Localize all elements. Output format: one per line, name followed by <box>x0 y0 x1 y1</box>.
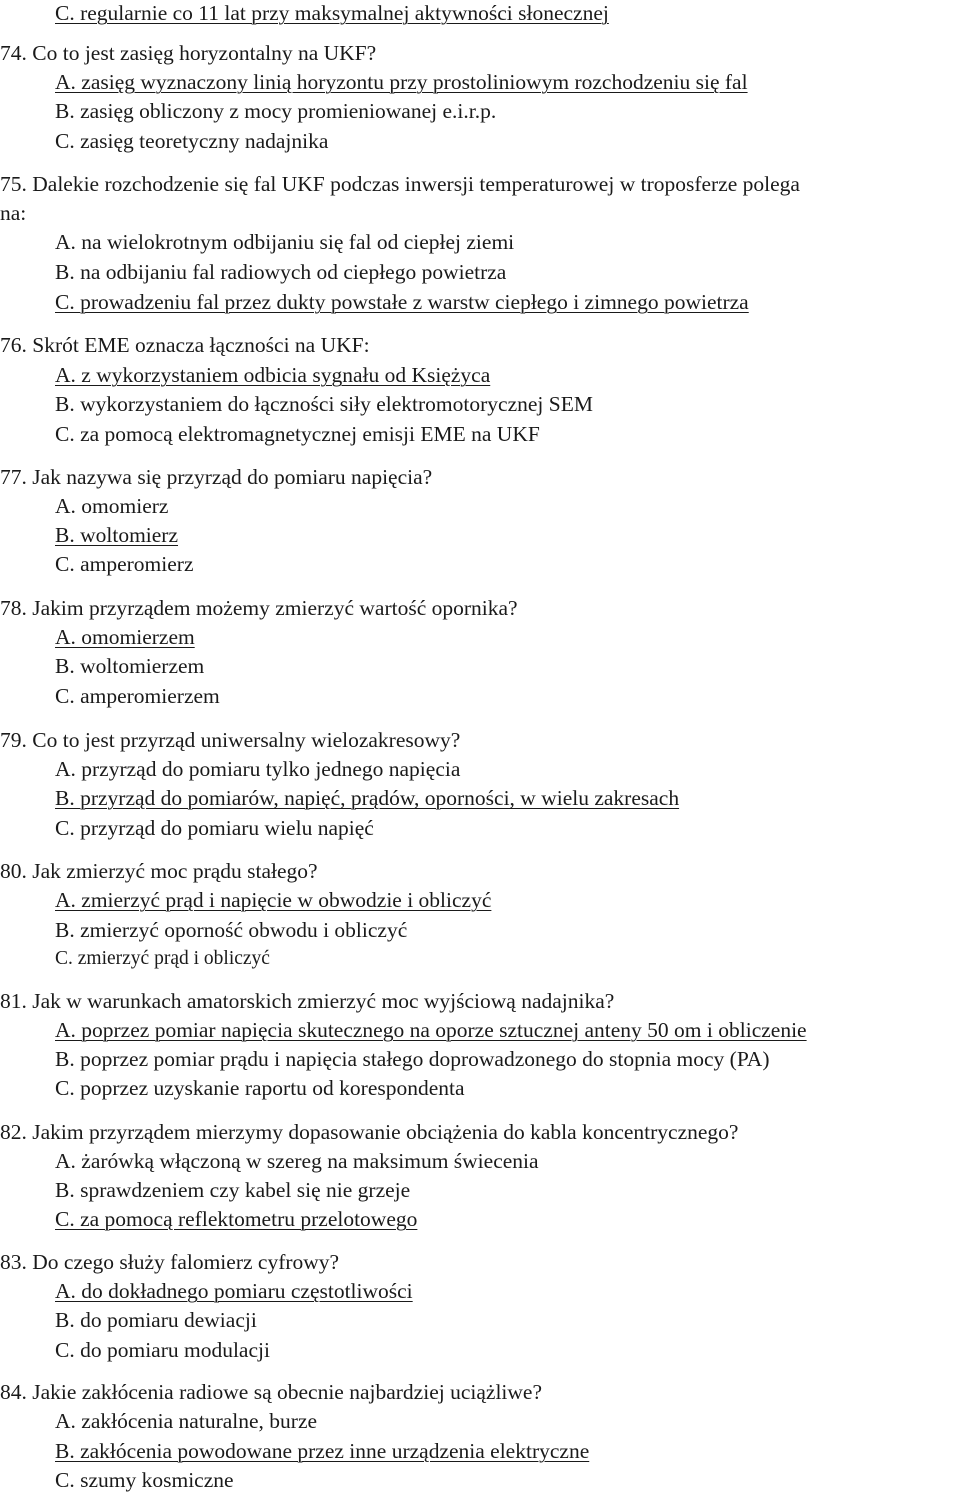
answer-option: C. amperomierz <box>55 552 194 576</box>
answer-option: C. przyrząd do pomiaru wielu napięć <box>55 816 374 840</box>
question-line: 76. Skrót EME oznacza łączności na UKF: <box>0 333 370 357</box>
answer-option-correct: C. za pomocą reflektometru przelotowego <box>55 1207 418 1231</box>
answer-option: A. żarówką włączoną w szereg na maksimum świecenia <box>55 1149 539 1173</box>
question-line: 83. Do czego służy falomierz cyfrowy? <box>0 1250 340 1274</box>
question-line: 78. Jakim przyrządem możemy zmierzyć wartość opornika? <box>0 596 518 620</box>
answer-option-correct: A. z wykorzystaniem odbicia sygnału od Księżyca <box>55 363 491 387</box>
answer-option-correct: A. do dokładnego pomiaru częstotliwości <box>55 1279 413 1303</box>
answer-option: A. przyrząd do pomiaru tylko jednego napięcia <box>55 757 461 781</box>
answer-option: C. do pomiaru modulacji <box>55 1338 270 1362</box>
question-line: 79. Co to jest przyrząd uniwersalny wielozakresowy? <box>0 728 461 752</box>
question-line: 75. Dalekie rozchodzenie się fal UKF podczas inwersji temperaturowej w troposferze polega <box>0 172 800 196</box>
answer-option: A. na wielokrotnym odbijaniu się fal od ciepłej ziemi <box>55 230 515 254</box>
answer-option: C. zmierzyć prąd i obliczyć <box>55 948 270 969</box>
answer-option: C. za pomocą elektromagnetycznej emisji EME na UKF <box>55 422 540 446</box>
answer-option-correct: A. zasięg wyznaczony linią horyzontu przy prostoliniowym rozchodzeniu się fal <box>55 70 748 94</box>
question-line: 81. Jak w warunkach amatorskich zmierzyć moc wyjściową nadajnika? <box>0 989 615 1013</box>
answer-option: C. poprzez uzyskanie raportu od korespondenta <box>55 1076 465 1100</box>
answer-option: B. woltomierzem <box>55 654 205 678</box>
question-line: na: <box>0 201 27 225</box>
answer-option: C. zasięg teoretyczny nadajnika <box>55 129 329 153</box>
answer-option-correct: B. woltomierz <box>55 523 179 547</box>
answer-option: B. sprawdzeniem czy kabel się nie grzeje <box>55 1178 411 1202</box>
answer-option: B. na odbijaniu fal radiowych od ciepłego powietrza <box>55 260 507 284</box>
answer-option: A. omomierz <box>55 494 169 518</box>
question-line: 82. Jakim przyrządem mierzymy dopasowanie obciążenia do kabla koncentrycznego? <box>0 1120 739 1144</box>
question-line: 84. Jakie zakłócenia radiowe są obecnie najbardziej uciążliwe? <box>0 1380 543 1404</box>
answer-option-correct: C. regularnie co 11 lat przy maksymalnej aktywności słonecznej <box>55 1 609 25</box>
question-line: 74. Co to jest zasięg horyzontalny na UKF? <box>0 41 377 65</box>
answer-option: A. zakłócenia naturalne, burze <box>55 1409 318 1433</box>
answer-option-correct: C. prowadzeniu fal przez dukty powstałe z warstw ciepłego i zimnego powietrza <box>55 290 749 314</box>
answer-option-correct: A. poprzez pomiar napięcia skutecznego na oporze sztucznej anteny 50 om i obliczenie <box>55 1018 807 1042</box>
question-line: 77. Jak nazywa się przyrząd do pomiaru napięcia? <box>0 465 433 489</box>
question-line: 80. Jak zmierzyć moc prądu stałego? <box>0 859 318 883</box>
answer-option-correct: B. przyrząd do pomiarów, napięć, prądów, oporności, w wielu zakresach <box>55 786 680 810</box>
answer-option: C. amperomierzem <box>55 684 220 708</box>
answer-option-correct: A. omomierzem <box>55 625 195 649</box>
answer-option: B. zmierzyć oporność obwodu i obliczyć <box>55 918 408 942</box>
answer-option: B. wykorzystaniem do łączności siły elektromotorycznej SEM <box>55 392 593 416</box>
answer-option-correct: B. zakłócenia powodowane przez inne urządzenia elektryczne <box>55 1439 590 1463</box>
answer-option: B. do pomiaru dewiacji <box>55 1308 257 1332</box>
answer-option: C. szumy kosmiczne <box>55 1468 234 1492</box>
answer-option-correct: A. zmierzyć prąd i napięcie w obwodzie i obliczyć <box>55 888 492 912</box>
answer-option: B. zasięg obliczony z mocy promieniowanej e.i.r.p. <box>55 99 497 123</box>
answer-option: B. poprzez pomiar prądu i napięcia stałego doprowadzonego do stopnia mocy (PA) <box>55 1047 770 1071</box>
